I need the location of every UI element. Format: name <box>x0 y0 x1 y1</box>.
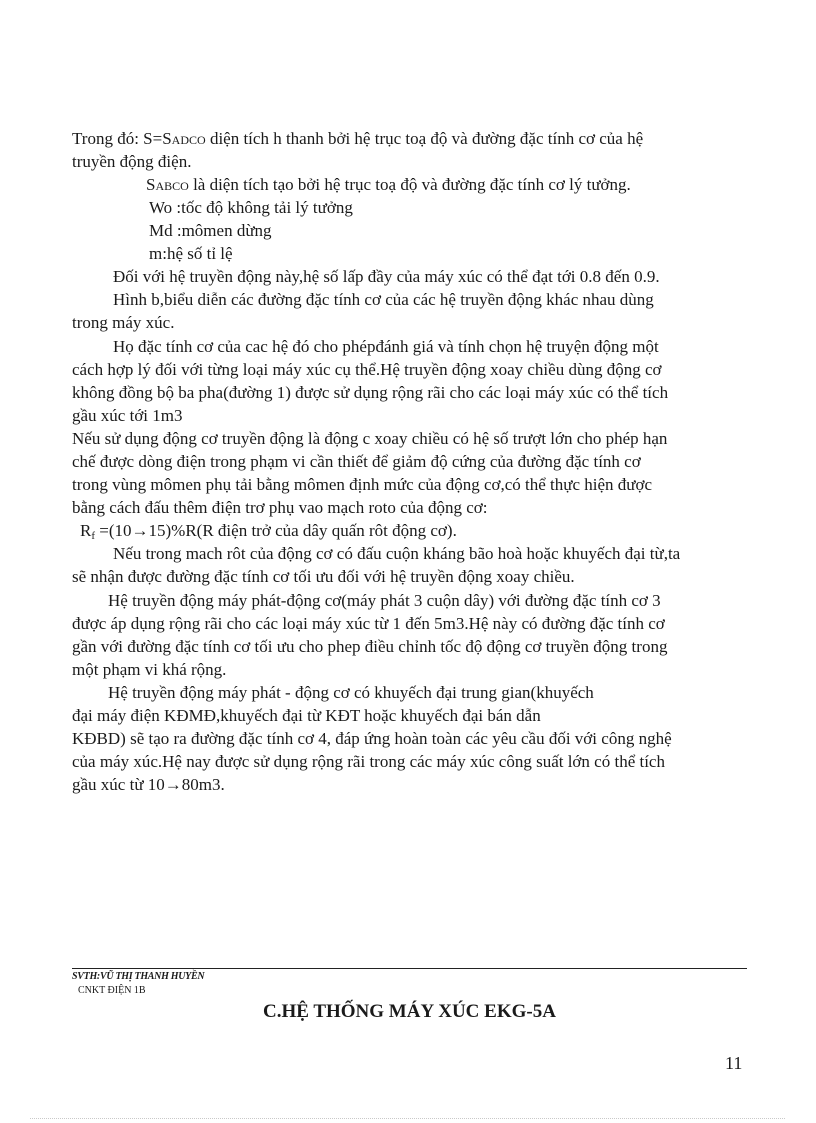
text-line: Hệ truyền động máy phát - động cơ có khuyếch đại trung gian(khuyếch <box>108 683 594 702</box>
text-line: Đối với hệ truyền động này,hệ số lấp đầy của máy xúc có thể đạt tới 0.8 đến 0.9. <box>113 267 660 286</box>
text-line: Nếu sử dụng động cơ truyền động là động c xoay chiều có hệ số trượt lớn cho phép hạn <box>72 429 668 448</box>
text-line: trong vùng mômen phụ tải bằng mômen định mức của động cơ,có thể thực hiện được <box>72 475 653 494</box>
footer-divider <box>72 968 747 969</box>
text-line: bằng cách đấu thêm điện trơ phụ vao mạch roto của động cơ: <box>72 498 488 517</box>
text-fragment: =(10→15)%R(R điện trở của dây quấn rôt động cơ). <box>95 521 457 540</box>
text-line: đại máy điện KĐMĐ,khuyếch đại từ KĐT hoặc khuyếch đại bán dẫn <box>72 706 541 725</box>
text-line: Md :mômen dừng <box>149 221 272 240</box>
text-line: Hệ truyền động máy phát-động cơ(máy phát 3 cuộn dây) với đường đặc tính cơ 3 <box>108 591 661 610</box>
footer-class: CNKT ĐIỆN 1B <box>78 985 146 996</box>
text-line: Wo :tốc độ không tải lý tưởng <box>149 198 353 217</box>
text-line: Hình b,biểu diễn các đường đặc tính cơ của các hệ truyền động khác nhau dùng <box>113 290 654 309</box>
footer-section-title: C.HỆ THỐNG MÁY XÚC EKG-5A <box>263 1001 556 1022</box>
page-number: 11 <box>725 1053 743 1073</box>
text-line: của máy xúc.Hệ nay được sử dụng rộng rãi trong các máy xúc công suất lớn có thể tích <box>72 752 665 771</box>
text-line: gần với đường đặc tính cơ tối ưu cho phep điều chỉnh tốc độ động cơ truyền động trong <box>72 637 668 656</box>
text-line: m:hệ số tỉ lệ <box>149 244 233 263</box>
text-line <box>72 128 643 151</box>
text-fragment: là diện tích tạo bởi hệ trục toạ độ và đường đặc tính cơ lý tưởng. <box>188 175 631 194</box>
text-line: cách hợp lý đối với từng loại máy xúc cụ thể.Hệ truyền động xoay chiều dùng động cơ <box>72 360 662 379</box>
text-line: sẽ nhận được đường đặc tính cơ tối ưu đối với hệ truyền động xoay chiều. <box>72 567 575 586</box>
footer-author: SVTH:VŨ THỊ THANH HUYỀN <box>72 971 205 982</box>
text-fragment: diện tích h thanh bởi hệ trục toạ độ và đường đặc tính cơ của hệ <box>205 129 644 148</box>
text-line: KĐBD) sẽ tạo ra đường đặc tính cơ 4, đáp ứng hoàn toàn các yêu cầu đối với công nghệ <box>72 729 672 748</box>
text-line <box>146 174 631 197</box>
page-edge-divider <box>30 1118 785 1119</box>
text-line: một phạm vi khá rộng. <box>72 660 227 679</box>
text-line: không đồng bộ ba pha(đường 1) được sử dụng rộng rãi cho các loại máy xúc có thể tích <box>72 383 669 402</box>
text-fragment: Trong đó: S=S <box>72 129 172 148</box>
text-line: được áp dụng rộng rãi cho các loại máy xúc từ 1 đến 5m3.Hệ này có đường đặc tính cơ <box>72 614 665 633</box>
text-line: trong máy xúc. <box>72 313 175 332</box>
text-line: truyền động điện. <box>72 152 192 171</box>
subscript-label: ADCO <box>171 133 206 147</box>
formula-symbol: R <box>80 521 92 540</box>
text-line: Họ đặc tính cơ của cac hệ đó cho phépđánh giá và tính chọn hệ truyện động một <box>113 337 659 356</box>
text-line: chế được dòng điện trong phạm vi cần thiết để giảm độ cứng của đường đặc tính cơ <box>72 452 641 471</box>
text-fragment: S <box>146 175 156 194</box>
text-line: gầu xúc tới 1m3 <box>72 406 183 425</box>
text-line: gầu xúc từ 10→80m3. <box>72 775 225 794</box>
text-line: Nếu trong mach rôt của động cơ có đấu cuộn kháng bão hoà hoặc khuyếch đại từ,ta <box>113 544 681 563</box>
formula-subscript: f <box>91 530 96 542</box>
subscript-label: ABCO <box>155 179 189 193</box>
